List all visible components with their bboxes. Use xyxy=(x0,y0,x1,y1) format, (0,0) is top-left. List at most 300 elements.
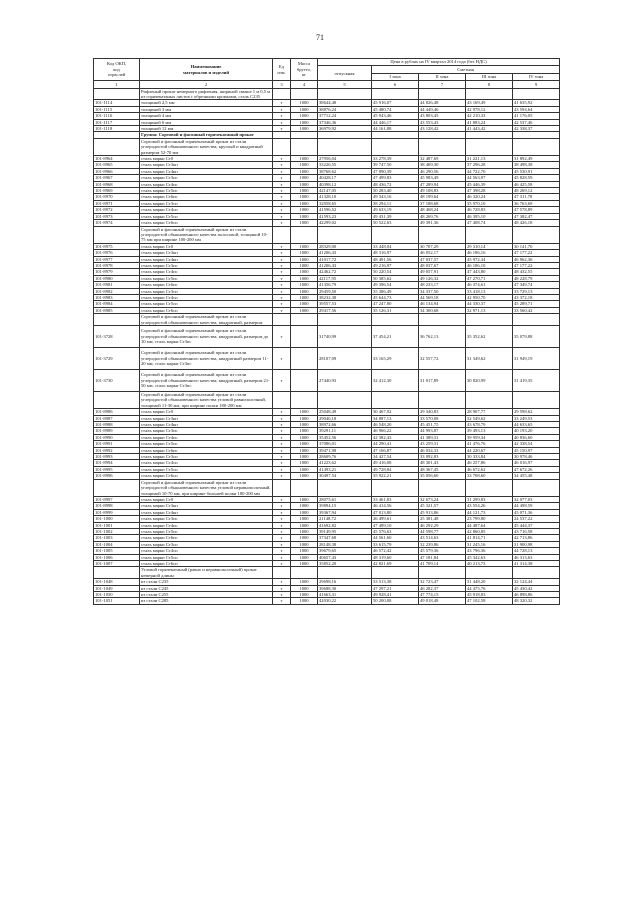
row-code: 101-1007 xyxy=(94,560,140,566)
row-release-price: 40657,43 xyxy=(318,554,372,560)
row-name: сталь марки Ст3сп xyxy=(140,200,273,206)
row-zone-price: 41 443,42 xyxy=(466,126,513,132)
row-code: 101-8982 xyxy=(94,288,140,294)
row-release-price: 39557,53 xyxy=(318,301,372,307)
row-weight: 1000 xyxy=(291,262,318,268)
row-zone-price: 42 713,86 xyxy=(513,535,560,541)
row-unit: т xyxy=(273,473,291,479)
row-zone-price: 43 803,45 xyxy=(419,113,466,119)
empty-cell xyxy=(419,567,466,579)
row-release-price: 42117,95 xyxy=(318,275,372,281)
row-zone-price: 45 444,37 xyxy=(513,522,560,528)
row-code: 101-8976 xyxy=(94,250,140,256)
row-weight: 1000 xyxy=(291,156,318,162)
row-unit: т xyxy=(273,585,291,591)
section-heading: Сортовой и фасонный горячекатаный прокат из стали углеродистой обыкновенного качества полосовой, толщиной 10-75 мм при ширине 100-200 мм xyxy=(140,226,273,243)
row-release-price: 31740,99 xyxy=(318,326,372,348)
row-name: сталь марки Ст6сп xyxy=(140,307,273,313)
row-zone-price: 45 828,59 xyxy=(513,175,560,181)
row-code: 101-8987 xyxy=(94,415,140,421)
empty-cell xyxy=(466,226,513,243)
row-name: толщиной 3 мм xyxy=(140,106,273,112)
row-code: 101-8983 xyxy=(94,294,140,300)
row-zone-price: 46 313,63 xyxy=(513,554,560,560)
row-weight: 1000 xyxy=(291,243,318,249)
row-release-price: 32958,65 xyxy=(318,200,372,206)
row-zone-price: 49 343,16 xyxy=(372,194,419,200)
row-weight: 1000 xyxy=(291,282,318,288)
row-zone-price: 50 220,54 xyxy=(372,269,419,275)
row-code: 101-8996 xyxy=(94,473,140,479)
empty-cell xyxy=(318,392,372,409)
row-code: 101-1115 xyxy=(94,106,140,112)
row-release-price: 41663,31 xyxy=(318,592,372,598)
row-code xyxy=(94,138,140,155)
row-release-price: 38232,38 xyxy=(318,294,372,300)
row-zone-price: 45 446,39 xyxy=(466,181,513,187)
row-zone-price: 45 451,75 xyxy=(419,422,466,428)
index-cell: 4 xyxy=(291,81,318,88)
row-zone-price: 46 282,37 xyxy=(419,585,466,591)
row-weight: 1000 xyxy=(291,460,318,466)
row-zone-price: 30 141,70 xyxy=(513,243,560,249)
row-zone-price: 45 943,46 xyxy=(372,113,419,119)
row-zone-price: 48 319,60 xyxy=(372,554,419,560)
row-name: сталь марки Ст6пс xyxy=(140,282,273,288)
row-zone-price: 34 337,50 xyxy=(419,288,466,294)
index-cell: 8 xyxy=(466,81,513,88)
row-zone-price: 26 499,61 xyxy=(372,516,419,522)
row-weight: 1000 xyxy=(291,592,318,598)
empty-cell xyxy=(372,314,419,326)
row-zone-price: 47 181,84 xyxy=(419,554,466,560)
row-zone-price: 48 432,55 xyxy=(513,269,560,275)
row-zone-price: 30 820,99 xyxy=(466,370,513,392)
section-heading: Сортовой и фасонный горячекатаный прокат из стали углеродистой обыкновенного качества, круглый и квадратный размером 52-70 мм xyxy=(140,138,273,155)
page-number: 71 xyxy=(316,33,324,42)
row-release-price: 41017,72 xyxy=(318,256,372,262)
row-code: 101-8974 xyxy=(94,220,140,226)
row-code: 101-8973 xyxy=(94,213,140,219)
row-zone-price: 47 102,58 xyxy=(466,598,513,604)
row-code: 101-1117 xyxy=(94,119,140,125)
row-zone-price: 43 594,64 xyxy=(513,106,560,112)
section-heading: Сортовой и фасонный горячекатаный прокат из стали углеродистой обыкновенного качества, квадратный, размером xyxy=(140,314,273,326)
row-name: Сортовой и фасонный горячекатаный прокат из стали углеродистой обыкновенного качества, квадратный размером 11-20 мм, сталь марки Ст3пс xyxy=(140,348,273,370)
empty-cell xyxy=(318,567,372,579)
row-weight: 1000 xyxy=(291,447,318,453)
row-zone-price: 39 747,50 xyxy=(372,162,419,168)
row-zone-price: 33 708,60 xyxy=(466,473,513,479)
row-release-price: 38644,48 xyxy=(318,100,372,106)
row-zone-price: 50 283,40 xyxy=(372,188,419,194)
row-weight: 1000 xyxy=(291,554,318,560)
row-zone-price: 49 057,91 xyxy=(419,269,466,275)
row-name: из стали С285 xyxy=(140,598,273,604)
row-name: сталь марки Ст3сп xyxy=(140,541,273,547)
row-zone-price: 47 408,74 xyxy=(466,220,513,226)
row-code: 101-1004 xyxy=(94,541,140,547)
row-zone-price: 44 826,48 xyxy=(419,100,466,106)
row-weight: 1000 xyxy=(291,585,318,591)
row-zone-price: 44 722,70 xyxy=(466,168,513,174)
row-zone-price: 47 499,10 xyxy=(372,522,419,528)
row-zone-price: 33 513,38 xyxy=(372,579,419,585)
row-unit: т xyxy=(273,256,291,262)
row-weight: 1000 xyxy=(291,213,318,219)
row-unit: т xyxy=(273,194,291,200)
row-name: сталь марки Ст4сп xyxy=(140,207,273,213)
row-zone-price: 44 220,67 xyxy=(466,447,513,453)
row-weight: 1000 xyxy=(291,288,318,294)
index-cell: 5 xyxy=(318,81,372,88)
row-zone-price: 48 468,24 xyxy=(419,207,466,213)
row-zone-price: 46 728,83 xyxy=(466,207,513,213)
row-release-price: 41328,10 xyxy=(318,194,372,200)
row-zone-price: 42 210,33 xyxy=(466,113,513,119)
row-zone-price: 45 576,63 xyxy=(372,528,419,534)
row-zone-price: 37 188,68 xyxy=(419,200,466,206)
row-zone-price: 33 615,79 xyxy=(372,541,419,547)
row-zone-price: 46 966,22 xyxy=(372,428,419,434)
row-zone-price: 44 475,76 xyxy=(466,585,513,591)
row-code: 101-8991 xyxy=(94,441,140,447)
row-code: 101-8989 xyxy=(94,428,140,434)
row-zone-price: 25 381,48 xyxy=(419,516,466,522)
row-zone-price: 42 382,43 xyxy=(372,434,419,440)
row-zone-price: 41 709,14 xyxy=(419,560,466,566)
row-unit: т xyxy=(273,220,291,226)
row-zone-price: 43 372,18 xyxy=(513,294,560,300)
row-release-price: 27440,93 xyxy=(318,370,372,392)
row-zone-price: 45 530,91 xyxy=(513,168,560,174)
empty-cell xyxy=(513,314,560,326)
row-zone-price: 38 469,30 xyxy=(419,162,466,168)
row-zone-price: 43 514,63 xyxy=(419,535,466,541)
row-code: 101-8995 xyxy=(94,466,140,472)
row-release-price: 41356,79 xyxy=(318,282,372,288)
row-weight: 1000 xyxy=(291,496,318,502)
row-code xyxy=(94,314,140,326)
row-name: сталь марки Ст3кп xyxy=(140,415,273,421)
index-row xyxy=(94,81,560,88)
section-heading: Угловой горячекатаный (равно и неравнополочный) прокат немерной длины xyxy=(140,567,273,579)
row-unit: т xyxy=(273,200,291,206)
index-cell: 6 xyxy=(372,81,419,88)
row-zone-price: 41 883,24 xyxy=(466,119,513,125)
row-unit: т xyxy=(273,100,291,106)
row-release-price: 33226,55 xyxy=(318,162,372,168)
row-name: сталь марки Ст4кп xyxy=(140,256,273,262)
row-zone-price: 33 249,53 xyxy=(513,415,560,421)
empty-cell xyxy=(318,314,372,326)
row-weight xyxy=(291,326,318,348)
row-zone-price: 49 431,39 xyxy=(372,213,419,219)
row-zone-price: 48 233,17 xyxy=(419,282,466,288)
row-zone-price: 34 300,68 xyxy=(419,307,466,313)
row-zone-price: 31 299,83 xyxy=(466,496,513,502)
row-zone-price: 45 071,36 xyxy=(513,509,560,515)
row-zone-price: 33 092,83 xyxy=(419,454,466,460)
row-zone-price: 31 245,16 xyxy=(466,541,513,547)
col-estimate-header: Сметная xyxy=(372,66,560,73)
row-zone-price: 44 563,97 xyxy=(466,175,513,181)
row-unit: т xyxy=(273,269,291,275)
row-zone-price: 46 052,17 xyxy=(419,250,466,256)
table-header xyxy=(94,59,560,89)
row-weight: 1000 xyxy=(291,119,318,125)
row-name: сталь марки Ст4кп xyxy=(140,509,273,515)
row-zone-price: 35 386,49 xyxy=(372,288,419,294)
row-code: 101-1048 xyxy=(94,579,140,585)
row-code xyxy=(94,567,140,579)
row-release-price: 40428,17 xyxy=(318,175,372,181)
row-weight: 1000 xyxy=(291,509,318,515)
empty-cell xyxy=(273,314,291,326)
row-zone-price: 49 216,97 xyxy=(372,262,419,268)
table-row xyxy=(94,314,560,326)
empty-cell xyxy=(466,138,513,155)
row-unit: т xyxy=(273,528,291,534)
row-code: 101-8984 xyxy=(94,301,140,307)
row-unit: т xyxy=(273,113,291,119)
row-weight: 1000 xyxy=(291,579,318,585)
row-code: 101-1049 xyxy=(94,585,140,591)
row-zone-price: 32 549,62 xyxy=(466,415,513,421)
row-zone-price: 45 983,49 xyxy=(419,175,466,181)
col-zone-4: IV зона xyxy=(513,73,560,80)
row-weight: 1000 xyxy=(291,113,318,119)
row-unit: т xyxy=(273,301,291,307)
row-zone-price: 46 292,29 xyxy=(419,522,466,528)
section-heading: Сортовой и фасонный горячекатаный прокат из стали углеродистой обыкновенного качества угловой равнополочный, толщиной 11-30 мм, при ширине полки 180-200 мм xyxy=(140,392,273,409)
row-weight xyxy=(291,348,318,370)
row-zone-price: 45 644,73 xyxy=(372,294,419,300)
row-name: сталь марки Ст4кп xyxy=(140,168,273,174)
row-zone-price: 48 436,72 xyxy=(372,181,419,187)
row-release-price: 42147,05 xyxy=(318,188,372,194)
row-zone-price: 47 289,94 xyxy=(419,181,466,187)
row-zone-price: 29 598,62 xyxy=(513,409,560,415)
row-weight: 1000 xyxy=(291,541,318,547)
table-row xyxy=(94,138,560,155)
row-name: толщиной 4 мм xyxy=(140,113,273,119)
row-zone-price: 44 121,73 xyxy=(466,509,513,515)
table-row xyxy=(94,348,560,370)
row-weight: 1000 xyxy=(291,106,318,112)
row-unit: т xyxy=(273,370,291,392)
row-code: 101-8994 xyxy=(94,460,140,466)
row-unit: т xyxy=(273,409,291,415)
row-release-price: 30497,54 xyxy=(318,473,372,479)
empty-cell xyxy=(419,226,466,243)
row-zone-price: 24 537,22 xyxy=(513,516,560,522)
row-release-price: 39679,65 xyxy=(318,548,372,554)
empty-cell xyxy=(273,479,291,496)
table-row xyxy=(94,88,560,100)
row-code: 101-8997 xyxy=(94,496,140,502)
row-zone-price: 35 970,10 xyxy=(466,200,513,206)
row-release-price: 42030,22 xyxy=(318,598,372,604)
row-name: сталь марки Ст3пс xyxy=(140,175,273,181)
row-unit: т xyxy=(273,326,291,348)
row-zone-price: 30 467,92 xyxy=(372,409,419,415)
table-body xyxy=(94,88,560,604)
empty-cell xyxy=(318,138,372,155)
row-name: сталь марки Ст6сп xyxy=(140,473,273,479)
row-zone-price: 31 900,98 xyxy=(513,541,560,547)
row-name: сталь марки Ст5сп xyxy=(140,301,273,307)
row-release-price: 25048,49 xyxy=(318,409,372,415)
row-release-price: 42462,72 xyxy=(318,269,372,275)
row-unit: т xyxy=(273,454,291,460)
row-zone-price: 50 522,63 xyxy=(372,220,419,226)
row-zone-price: 44 633,65 xyxy=(513,422,560,428)
row-zone-price: 32 723,47 xyxy=(419,579,466,585)
row-name: сталь марки Ст3кп xyxy=(140,162,273,168)
row-zone-price: 47 297,21 xyxy=(372,585,419,591)
row-name: из стали С255 xyxy=(140,592,273,598)
row-zone-price: 29 340,83 xyxy=(419,409,466,415)
row-weight: 1000 xyxy=(291,275,318,281)
row-zone-price: 43 128,42 xyxy=(419,126,466,132)
index-cell: 3 xyxy=(273,81,291,88)
price-table xyxy=(93,58,560,605)
row-weight: 1000 xyxy=(291,126,318,132)
row-zone-price: 33 729,13 xyxy=(513,288,560,294)
row-unit: т xyxy=(273,441,291,447)
row-zone-price: 45 918,83 xyxy=(466,592,513,598)
row-zone-price: 46 572,42 xyxy=(372,548,419,554)
row-zone-price: 45 342,63 xyxy=(466,554,513,560)
row-name: сталь марки Ст5пс xyxy=(140,441,273,447)
row-code: 101-3730 xyxy=(94,370,140,392)
row-unit: т xyxy=(273,294,291,300)
row-zone-price: 46 414,56 xyxy=(372,503,419,509)
row-unit: т xyxy=(273,243,291,249)
row-code: 101-1000 xyxy=(94,516,140,522)
empty-cell xyxy=(291,138,318,155)
row-weight: 1000 xyxy=(291,100,318,106)
row-zone-price: 48 228,79 xyxy=(513,275,560,281)
row-zone-price: 46 395,10 xyxy=(466,213,513,219)
row-name: сталь марки Ст0 xyxy=(140,409,273,415)
row-name: сталь марки Ст6пс xyxy=(140,194,273,200)
row-zone-price: 43 259,31 xyxy=(419,441,466,447)
row-zone-price: 41 814,71 xyxy=(466,535,513,541)
row-release-price: 36979,92 xyxy=(318,126,372,132)
row-zone-price: 47 166,87 xyxy=(372,447,419,453)
row-zone-price: 46 672,62 xyxy=(466,466,513,472)
row-zone-price: 45 150,97 xyxy=(513,447,560,453)
row-name: сталь марки Ст3кп xyxy=(140,503,273,509)
row-zone-price: 47 578,89 xyxy=(513,207,560,213)
row-zone-price: 23 799,80 xyxy=(466,516,513,522)
row-weight: 1000 xyxy=(291,162,318,168)
row-zone-price: 47 247,80 xyxy=(372,301,419,307)
index-cell: 7 xyxy=(419,81,466,88)
row-zone-price: 28 907,77 xyxy=(466,409,513,415)
empty-cell xyxy=(291,226,318,243)
row-zone-price: 49 108,83 xyxy=(419,188,466,194)
row-code: 101-8990 xyxy=(94,434,140,440)
row-code: 101-8966 xyxy=(94,168,140,174)
row-name: сталь марки Ст0 xyxy=(140,156,273,162)
row-weight: 1000 xyxy=(291,256,318,262)
index-cell: 9 xyxy=(513,81,560,88)
row-zone-price: 47 499,83 xyxy=(372,175,419,181)
row-zone-price: 31 892,49 xyxy=(513,156,560,162)
row-code: 101-1001 xyxy=(94,522,140,528)
row-zone-price: 46 186,10 xyxy=(466,262,513,268)
row-zone-price: 44 993,87 xyxy=(419,428,466,434)
row-release-price: 29040,18 xyxy=(318,415,372,421)
row-unit: т xyxy=(273,181,291,187)
row-name: сталь марки Ст4кп xyxy=(140,422,273,428)
row-name: толщиной 12 мм xyxy=(140,126,273,132)
row-zone-price: 49 416,08 xyxy=(372,460,419,466)
group-heading: Группа: Сортовой и фасонный горячекатаный прокат xyxy=(140,132,273,138)
row-code: 101-8999 xyxy=(94,509,140,515)
row-code: 101-8972 xyxy=(94,207,140,213)
row-release-price: 37712,24 xyxy=(318,113,372,119)
row-code: 101-1006 xyxy=(94,554,140,560)
row-unit: т xyxy=(273,466,291,472)
table-row xyxy=(94,567,560,579)
row-code: 101-8965 xyxy=(94,162,140,168)
row-weight: 1000 xyxy=(291,522,318,528)
row-weight: 1000 xyxy=(291,454,318,460)
row-code xyxy=(94,392,140,409)
row-weight: 1000 xyxy=(291,301,318,307)
row-zone-price: 45 579,36 xyxy=(419,548,466,554)
row-zone-price: 33 278,39 xyxy=(372,156,419,162)
row-zone-price: 42 338,54 xyxy=(513,441,560,447)
empty-cell xyxy=(273,567,291,579)
row-weight: 1000 xyxy=(291,428,318,434)
row-zone-price: 33 418,13 xyxy=(466,288,513,294)
row-code: 101-1005 xyxy=(94,548,140,554)
row-zone-price: 41 314,38 xyxy=(513,560,560,566)
row-name: сталь марки Ст4пс xyxy=(140,181,273,187)
row-zone-price: 44 728,13 xyxy=(513,548,560,554)
table-row xyxy=(94,598,560,604)
row-zone-price: 47 177,22 xyxy=(513,262,560,268)
row-zone-price: 48 367,45 xyxy=(419,466,466,472)
row-zone-price: 47 311,78 xyxy=(513,194,560,200)
row-zone-price: 30 333,84 xyxy=(466,454,513,460)
row-code: 101-8975 xyxy=(94,243,140,249)
empty-cell xyxy=(513,226,560,243)
empty-cell xyxy=(291,479,318,496)
row-zone-price: 42 950,70 xyxy=(466,294,513,300)
row-release-price: 41593,23 xyxy=(318,213,372,219)
row-code: 101-8969 xyxy=(94,188,140,194)
row-name: сталь марки Ст6пс xyxy=(140,535,273,541)
row-zone-price: 48 269,76 xyxy=(419,213,466,219)
row-zone-price: 49 018,48 xyxy=(419,598,466,604)
empty-cell xyxy=(291,88,318,100)
empty-cell xyxy=(513,479,560,496)
row-release-price: 41692,82 xyxy=(318,522,372,528)
row-weight: 1000 xyxy=(291,598,318,604)
row-zone-price: 49 928,41 xyxy=(372,592,419,598)
empty-cell xyxy=(466,392,513,409)
row-name: из стали С245 xyxy=(140,585,273,591)
row-unit: т xyxy=(273,592,291,598)
row-unit: т xyxy=(273,250,291,256)
row-name: сталь марки Ст3сп xyxy=(140,454,273,460)
